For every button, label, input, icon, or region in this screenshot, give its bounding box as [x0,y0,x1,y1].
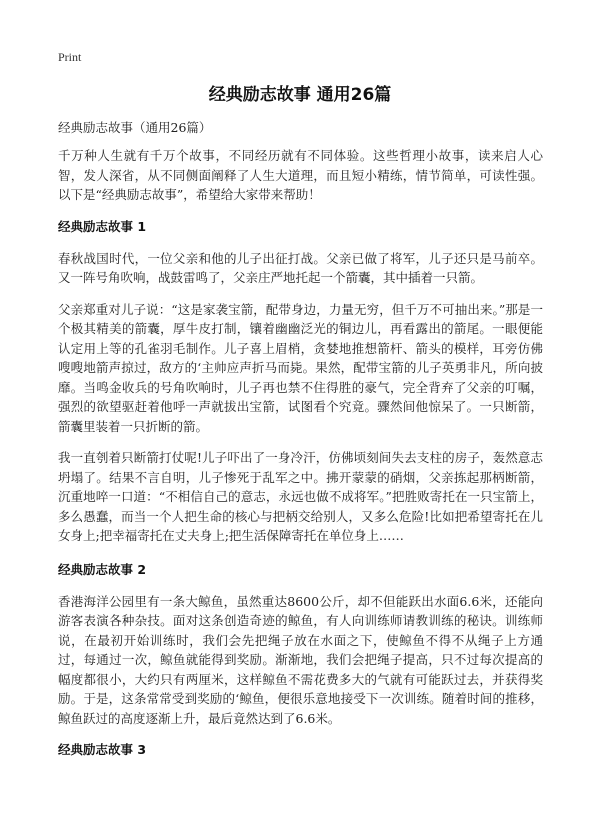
story-section-2 [58,560,543,729]
story-section-3 [58,740,543,760]
story-paragraph: 父亲郑重对儿子说：“这是家袭宝箭，配带身边，力量无穷，但千万不可抽出来。”那是一个极其精美的箭囊，厚牛皮打制，镶着幽幽泛光的铜边儿，再看露出的箭尾。一眼便能认定用上等的孔雀羽毛制作。儿子喜上眉梢，贪婪地推想箭杆、箭头的模样，耳旁仿佛嗖嗖地箭声掠过，敌方的‘主帅应声折马而毙。果然，配带宝箭的儿子英勇非凡，所向披靡。当鸣金收兵的号角吹响时，儿子再也禁不住得胜的豪气，完全背弃了父亲的叮嘱，强烈的欲望驱赶着他呼一声就拔出宝箭，试图看个究竟。骤然间他惊呆了。一只断箭，箭囊里装着一只折断的箭。 [58,301,543,434]
story-section-1 [58,217,543,546]
intro-paragraph: 千万种人生就有千万个故事，不同经历就有不同体验。这些哲理小故事，读来启人心智，发人深省，从不同侧面阐释了人生大道理，而且短小精练，情节简单，可读性强。以下是“经典励志故事”，希望给大家带来帮助！ [58,148,543,202]
section-heading: 经典励志故事 1 [58,218,147,234]
story-paragraph: 香港海洋公园里有一条大鲸鱼，虽然重达8600公斤，却不但能跃出水面6.6米，还能向游客表演各种杂技。面对这条创造奇迹的鲸鱼，有人向训练师请教训练的秘诀。训练师说，在最初开始训练时，我们会先把绳子放在水面之下，使鲸鱼不得不从绳子上方通过，每通过一次，鲸鱼就能得到奖励。渐渐地，我们会把绳子提高，只不过每次提高的幅度都很小，大约只有两厘米，这样鲸鱼不需花费多大的气就有可能跃过去，并获得奖励。于是，这条常常受到奖励的‘鲸鱼，便很乐意地接受下一次训练。随着时间的推移，鲸鱼跃过的高度逐渐上升，最后竟然达到了6.6米。 [58,593,543,726]
document-title: 经典励志故事 通用26篇 [208,85,392,105]
section-heading: 经典励志故事 2 [58,561,147,577]
print-label: Print [58,50,82,64]
story-paragraph: 我一直刳着只断箭打仗呢!儿子吓出了一身冷汗，仿佛顷刻间失去支柱的房子，轰然意志坍塌了。结果不言自明，儿子惨死于乱军之中。拂开蒙蒙的硝烟，父亲拣起那柄断箭，沉重地啐一口道：“不相信自己的意志，永远也做不成将军。”把胜败寄托在一只宝箭上，多么愚蠢，而当一个人把生命的核心与把柄交给别人，又多么危险!比如把希望寄托在儿女身上;把幸福寄托在丈夫身上;把生活保障寄托在单位身上…… [58,450,543,543]
document-body [58,118,543,772]
story-paragraph: 春秋战国时代，一位父亲和他的儿子出征打战。父亲已做了将军，儿子还只是马前卒。又一阵号角吹响，战鼓雷鸣了，父亲庄严地托起一个箭囊，其中插着一只箭。 [58,250,543,285]
section-heading: 经典励志故事 3 [58,742,147,757]
document-subtitle: 经典励志故事（通用26篇） [58,120,212,135]
